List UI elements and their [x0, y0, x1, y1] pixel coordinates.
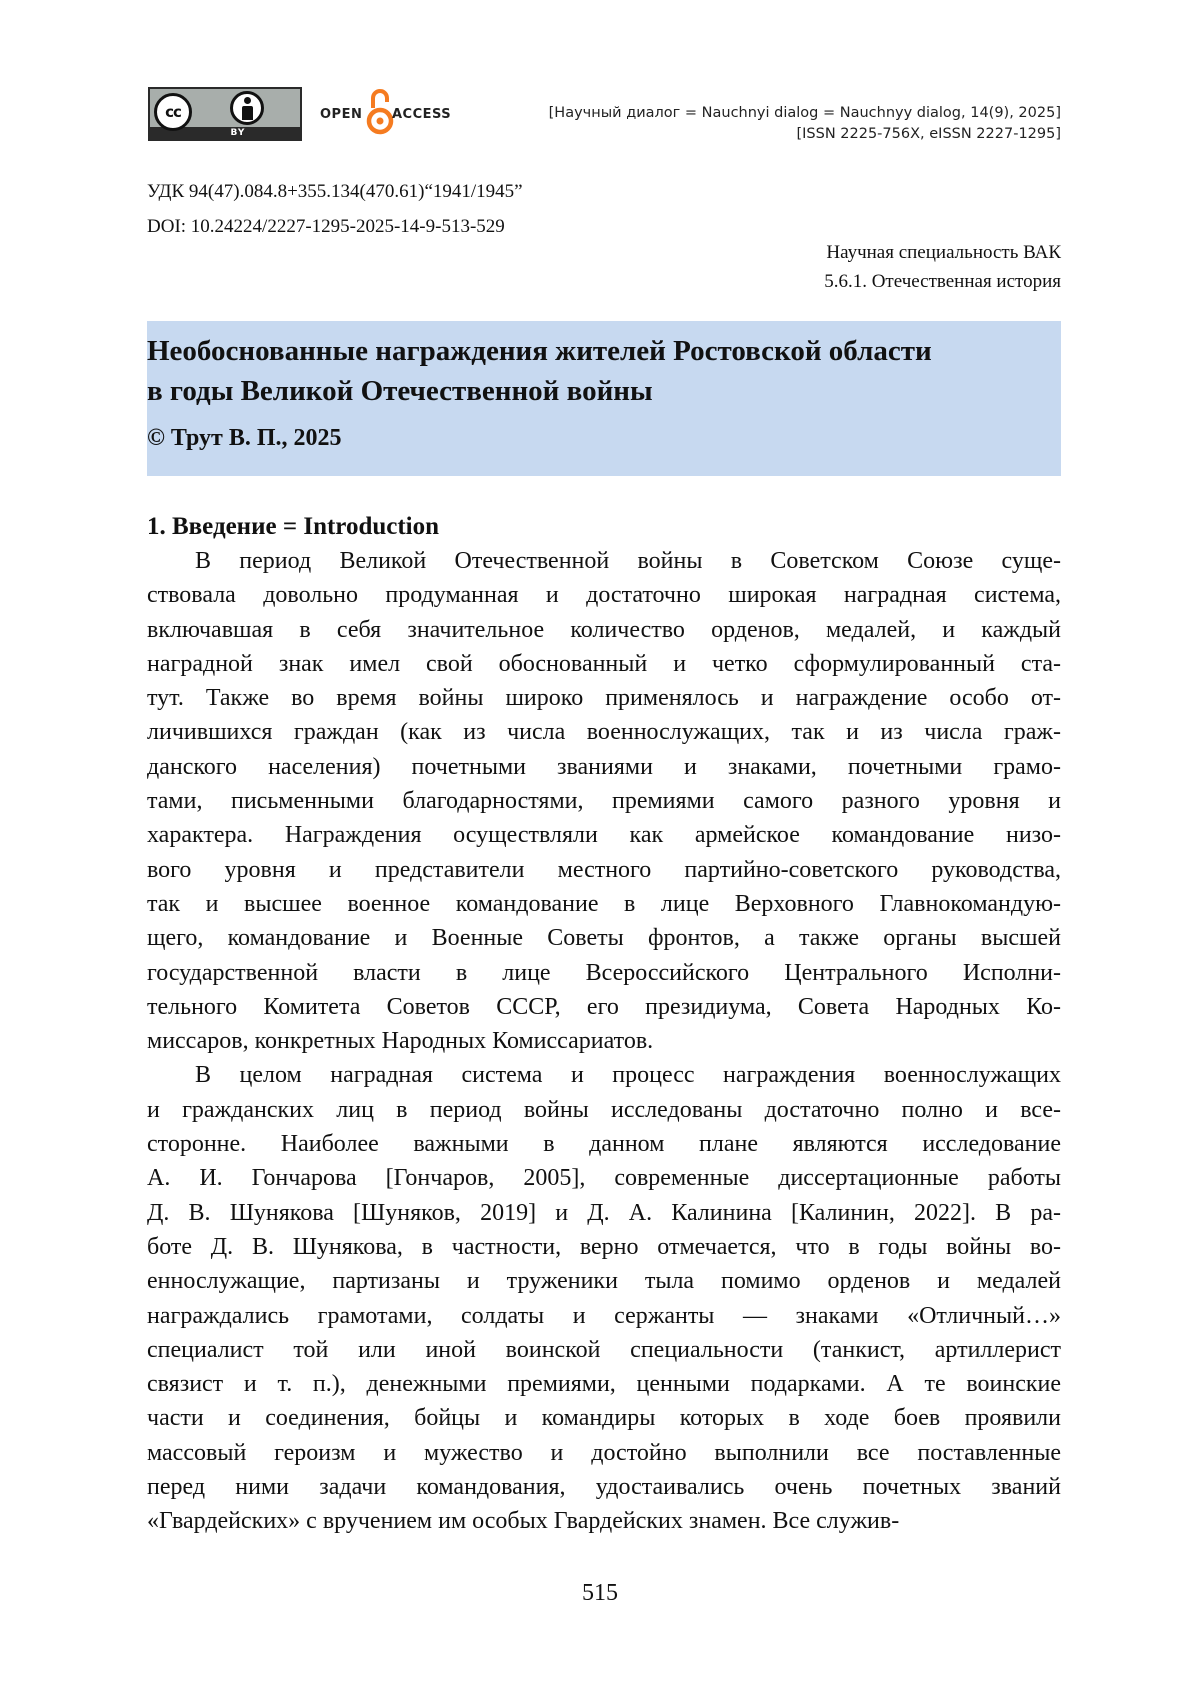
text-line: тами, письменными благодарностями, премиями самого разного уровня и — [147, 788, 1061, 815]
text-line: боте Д. В. Шунякова, в частности, верно отмечается, что в годы войны во- — [147, 1233, 1061, 1260]
text-line: А. И. Гончарова [Гончаров, 2005], современные диссертационные работы — [147, 1165, 1061, 1192]
text-line: данского населения) почетными званиями и знаками, почетными грамо- — [147, 753, 1061, 780]
text-line: перед ними задачи командования, удостаивались очень почетных званий — [147, 1474, 1061, 1501]
article-title-line: в годы Великой Отечественной войны — [147, 375, 653, 407]
doi: DOI: 10.24224/2227-1295-2025-14-9-513-529 — [147, 216, 505, 237]
text-line: так и высшее военное командование в лице Верховного Главнокомандую- — [147, 890, 1061, 917]
cc-by-license-badge — [148, 87, 302, 141]
title-block — [147, 321, 1061, 476]
open-access-open-text: OPEN — [320, 107, 363, 122]
author-copyright: © Трут В. П., 2025 — [147, 425, 342, 451]
section-heading: 1. Введение = Introduction — [147, 513, 440, 540]
text-line: Д. В. Шунякова [Шуняков, 2019] и Д. А. Калинина [Калинин, 2022]. В ра- — [147, 1199, 1061, 1226]
text-line: «Гвардейских» с вручением им особых Гвардейских знамен. Все служив- — [147, 1508, 900, 1535]
text-line: тут. Также во время войны широко применялось и награждение особо от- — [147, 685, 1061, 712]
paragraph — [147, 544, 1061, 1058]
open-access-lock-icon — [366, 86, 394, 140]
journal-citation-line: [Научный диалог = Nauchnyi dialog = Nauchnyy dialog, 14(9), 2025] — [548, 105, 1061, 121]
text-line: награждались грамотами, солдаты и сержанты — знаками «Отличный…» — [147, 1302, 1061, 1329]
text-line: характера. Награждения осуществляли как армейское командование низо- — [147, 822, 1061, 849]
journal-issn-line: [ISSN 2225-756X, eISSN 2227-1295] — [796, 126, 1061, 142]
text-line: и гражданских лиц в период войны исследованы достаточно полно и все- — [147, 1096, 1061, 1123]
text-line: специалист той или иной воинской специальности (танкист, артиллерист — [147, 1336, 1061, 1363]
page-number: 515 — [582, 1580, 618, 1606]
paragraphs-container — [147, 544, 1061, 1539]
specialty-label: Научная специальность ВАК — [826, 242, 1061, 263]
text-line: включавшая в себя значительное количество орденов, медалей, и каждый — [147, 616, 1061, 643]
attribution-person-icon — [230, 91, 264, 125]
text-line: связист и т. п.), денежными премиями, ценными подарками. А те воинские — [147, 1371, 1061, 1398]
text-line: тельного Комитета Советов СССР, его президиума, Совета Народных Ко- — [147, 993, 1061, 1020]
open-access-access-text: ACCESS — [392, 107, 452, 122]
journal-citation — [549, 103, 1061, 145]
open-access-logo — [320, 86, 470, 140]
text-line: щего, командование и Военные Советы фронтов, а также органы высшей — [147, 925, 1061, 952]
udk-code: УДК 94(47).084.8+355.134(470.61)“1941/1945” — [147, 181, 523, 202]
creative-commons-icon: cc — [154, 93, 192, 131]
by-label: BY — [230, 128, 246, 138]
scientific-specialty — [824, 238, 1061, 296]
text-line: части и соединения, бойцы и командиры которых в ходе боев проявили — [147, 1405, 1061, 1432]
text-line: государственной власти в лице Всероссийского Центрального Исполни- — [147, 959, 1061, 986]
text-line: В целом наградная система и процесс награждения военнослужащих — [195, 1062, 1061, 1089]
text-line: В период Великой Отечественной войны в Советском Союзе суще- — [195, 548, 1061, 574]
text-line: наградной знак имел свой обоснованный и четко сформулированный ста- — [147, 650, 1061, 677]
text-line: вого уровня и представители местного партийно-советского руководства, — [147, 856, 1061, 883]
article-identifiers — [147, 174, 523, 244]
specialty-code: 5.6.1. Отечественная история — [824, 271, 1061, 292]
article-body — [147, 510, 1061, 1539]
text-line: еннослужащие, партизаны и труженики тыла помимо орденов и медалей — [147, 1268, 1061, 1295]
article-title-line: Необоснованные награждения жителей Ростовской области — [147, 335, 932, 367]
article-title — [147, 331, 1061, 411]
text-line: миссаров, конкретных Народных Комиссариатов. — [147, 1028, 654, 1055]
text-line: сторонне. Наиболее важными в данном плане являются исследование — [147, 1131, 1061, 1158]
text-line: ствовала довольно продуманная и достаточно широкая наградная система, — [147, 582, 1061, 609]
text-line: личившихся граждан (как из числа военнослужащих, так и из числа граж- — [147, 719, 1061, 746]
text-line: массовый героизм и мужество и достойно выполнили все поставленные — [147, 1439, 1061, 1466]
paragraph — [147, 1058, 1061, 1538]
